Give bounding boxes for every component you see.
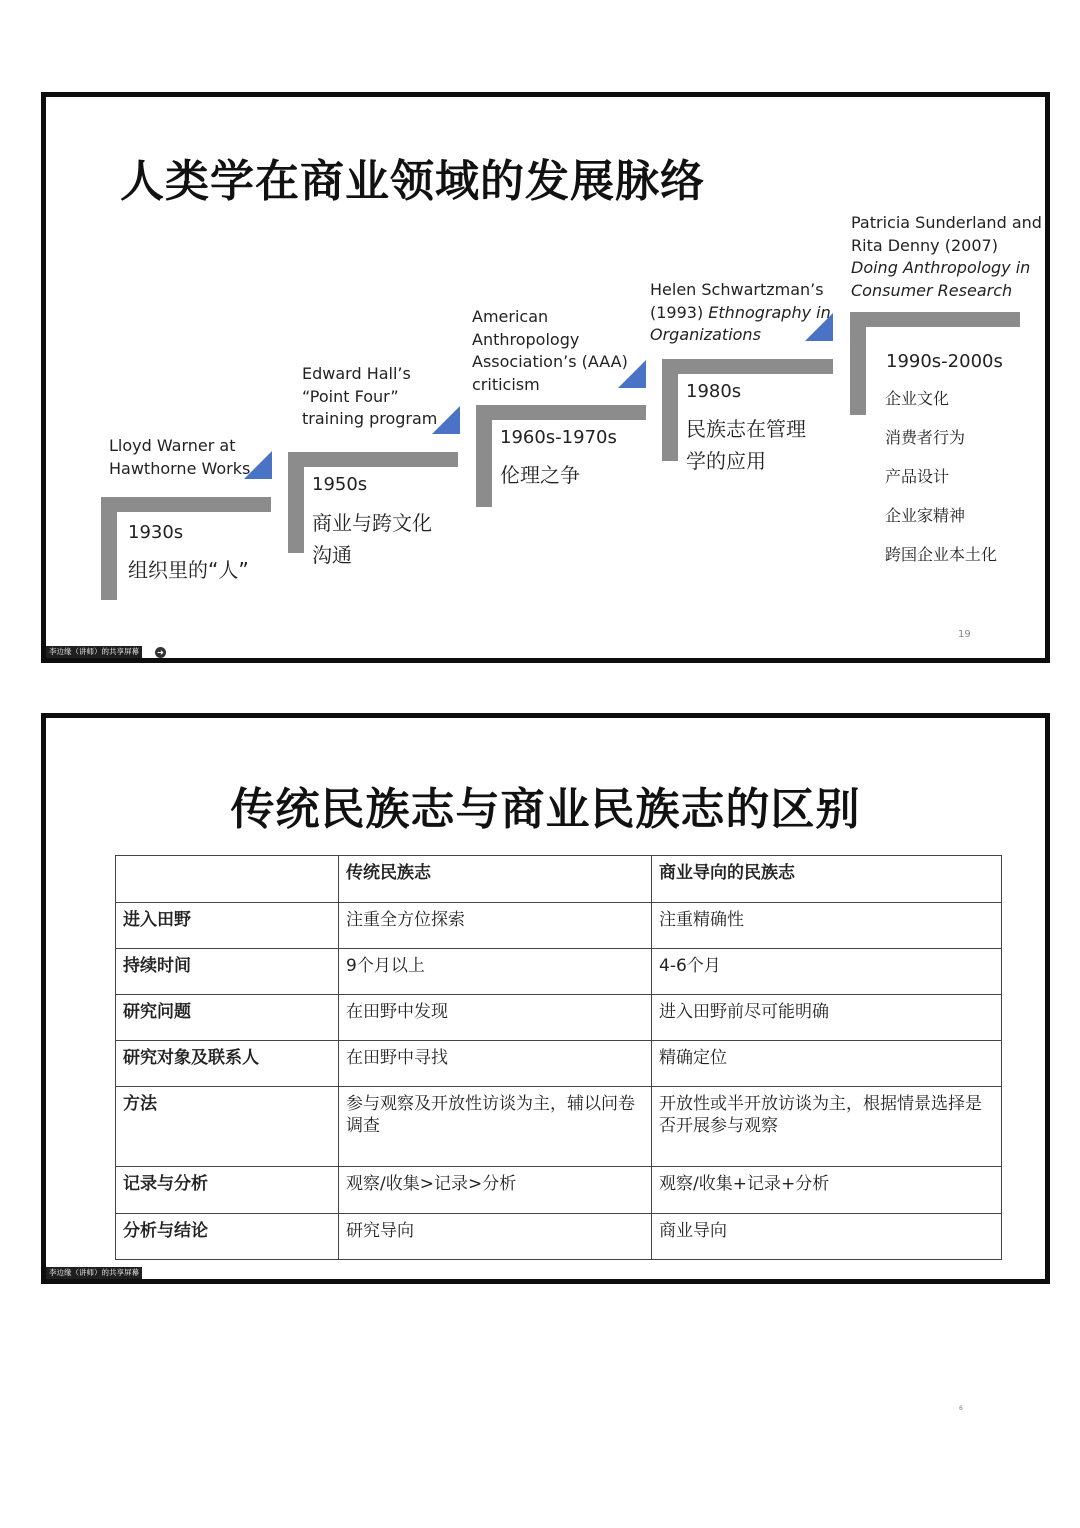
step-bar-horizontal [288, 452, 458, 467]
arrow-right-icon[interactable]: ➜ [155, 647, 166, 658]
list-item: 企业家精神 [885, 506, 966, 525]
table-cell: 观察/收集>记录>分析 [339, 1167, 652, 1214]
table-row [116, 949, 1002, 995]
row-heading: 方法 [116, 1087, 339, 1167]
step-label-schwartzman: Helen Schwartzman’s (1993) Ethnography in Organizations [650, 280, 831, 344]
list-item: 消费者行为 [885, 428, 966, 447]
table-cell: 4-6个月 [652, 949, 1002, 995]
list-item: 产品设计 [885, 467, 950, 486]
step-period: 1990s-2000s [886, 351, 1003, 372]
step-bar-vertical [662, 359, 678, 461]
step-bar-horizontal [101, 497, 271, 512]
step-label-warner: Lloyd Warner at Hawthorne Works [109, 436, 251, 478]
step-topic-list [885, 379, 997, 574]
table-cell: 进入田野前尽可能明确 [652, 995, 1002, 1041]
step-period: 1950s [312, 474, 368, 495]
step-bar-horizontal [476, 405, 646, 420]
triangle-marker [805, 313, 833, 341]
table-row [116, 1214, 1002, 1260]
screen-share-label: 李边缘（讲师）的共享屏幕 [46, 646, 142, 658]
table-row [116, 903, 1002, 949]
table-row [116, 995, 1002, 1041]
comparison-table [115, 855, 1002, 1260]
table-row [116, 1087, 1002, 1167]
table-cell: 研究导向 [339, 1214, 652, 1260]
table-header-row [116, 856, 1002, 903]
table-cell: 商业导向 [652, 1214, 1002, 1260]
triangle-marker [432, 406, 460, 434]
triangle-marker [244, 451, 272, 479]
slide-title: 传统民族志与商业民族志的区别 [230, 784, 861, 835]
table-cell: 参与观察及开放性访谈为主，辅以问卷调查 [339, 1087, 652, 1167]
table-cell: 注重精确性 [652, 903, 1002, 949]
step-label-hall: Edward Hall’s “Point Four” training program [302, 364, 438, 428]
screen-share-label: 李边缘（讲师）的共享屏幕 [46, 1267, 142, 1279]
table-cell: 9个月以上 [339, 949, 652, 995]
step-bar-vertical [288, 452, 304, 553]
slide-title: 人类学在商业领域的发展脉络 [120, 156, 705, 207]
table-cell: 在田野中寻找 [339, 1041, 652, 1087]
row-heading: 分析与结论 [116, 1214, 339, 1260]
table-header-cell: 商业导向的民族志 [652, 856, 1002, 903]
slide-timeline [41, 92, 1050, 663]
step-label-sunderland: Patricia Sunderland and Rita Denny (2007) Doing Anthropology in Consumer Research [851, 213, 1042, 300]
row-heading: 研究对象及联系人 [116, 1041, 339, 1087]
triangle-marker [618, 360, 646, 388]
step-bar-vertical [850, 312, 866, 415]
step-bar-horizontal [662, 359, 833, 374]
row-heading: 记录与分析 [116, 1167, 339, 1214]
step-bar-vertical [101, 497, 117, 600]
table-row [116, 1041, 1002, 1087]
table-cell: 在田野中发现 [339, 995, 652, 1041]
step-topic: 伦理之争 [500, 463, 580, 487]
step-period: 1960s-1970s [500, 427, 617, 448]
table-header-cell [116, 856, 339, 903]
slide-page-number: 19 [958, 629, 971, 640]
table-cell: 开放性或半开放访谈为主，根据情景选择是否开展参与观察 [652, 1087, 1002, 1167]
step-bar-vertical [476, 405, 492, 507]
table-header-cell: 传统民族志 [339, 856, 652, 903]
step-topic: 组织里的“人” [128, 558, 249, 582]
row-heading: 研究问题 [116, 995, 339, 1041]
table-row [116, 1167, 1002, 1214]
list-item: 企业文化 [885, 389, 950, 408]
step-period: 1930s [128, 522, 184, 543]
table-cell: 注重全方位探索 [339, 903, 652, 949]
step-topic: 民族志在管理 学的应用 [686, 417, 806, 473]
row-heading: 进入田野 [116, 903, 339, 949]
step-label-aaa: American Anthropology Association’s (AAA) criticism [472, 307, 628, 394]
step-bar-horizontal [850, 312, 1020, 327]
step-period: 1980s [686, 381, 742, 402]
table-cell: 观察/收集+记录+分析 [652, 1167, 1002, 1214]
page-number: 6 [959, 1405, 963, 1412]
list-item: 跨国企业本土化 [885, 545, 998, 564]
step-topic: 商业与跨文化 沟通 [312, 511, 432, 567]
table-cell: 精确定位 [652, 1041, 1002, 1087]
slide-comparison [41, 713, 1050, 1284]
row-heading: 持续时间 [116, 949, 339, 995]
